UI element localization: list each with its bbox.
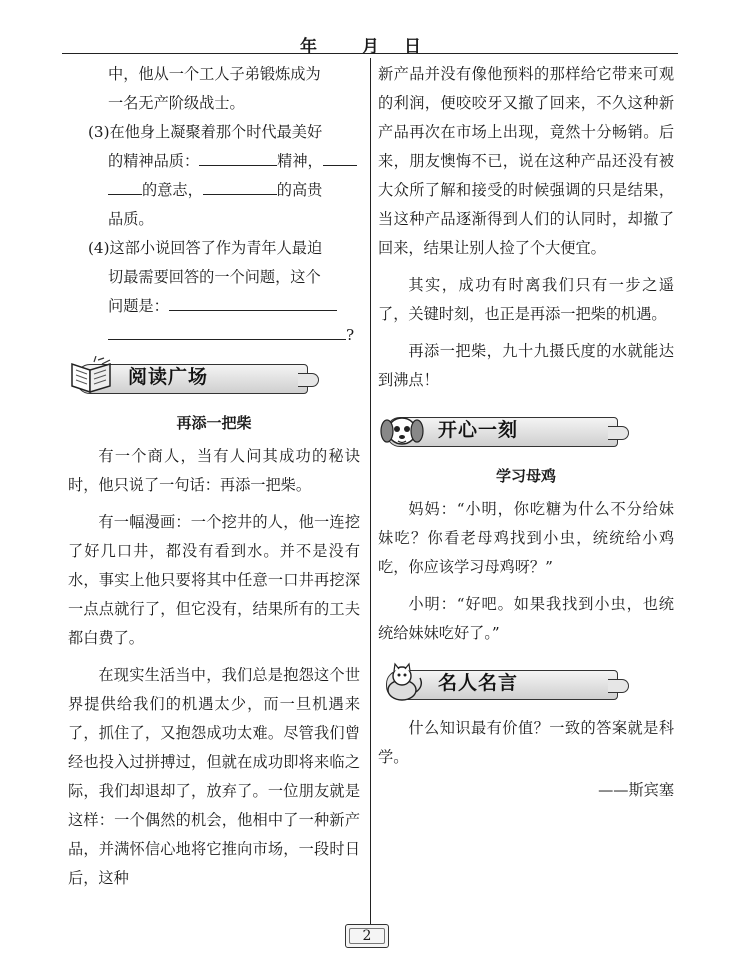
q4-end: ? <box>346 326 355 344</box>
quote-section-title: 名人名言 <box>438 672 519 694</box>
right-column <box>378 60 674 805</box>
left-column <box>68 60 360 893</box>
fun-banner <box>378 409 674 455</box>
q3-blank-3[interactable] <box>203 176 277 195</box>
header-day: 日 <box>404 37 421 57</box>
q3-text-c: 的意志， <box>142 181 203 199</box>
q3-text-b: 精神， <box>277 152 323 170</box>
article-paragraph-2: 有一幅漫画：一个挖井的人，他一连挖了好几口井，都没有看到水。并不是没有水，事实上他只要将其中任意一口井再挖深一点点就行了，但它没有，结果所有的工夫都白费了。 <box>68 513 360 647</box>
fun-section-title: 开心一刻 <box>438 419 519 441</box>
puppy-icon <box>378 409 426 451</box>
page-number: 2 <box>345 924 389 948</box>
q3-blank-2b[interactable] <box>108 176 142 195</box>
q4-line-1: (4)这部小说回答了作为青年人最迫 <box>88 239 323 257</box>
quote-author: ——斯宾塞 <box>598 781 674 799</box>
book-icon <box>68 356 116 398</box>
question-4 <box>68 234 360 350</box>
article-title: 再添一把柴 <box>176 414 252 432</box>
reading-section-title: 阅读广场 <box>128 366 209 388</box>
q4-line-4 <box>68 321 360 350</box>
q3-line-4: 品质。 <box>108 210 154 228</box>
intro-line-2: 一名无产阶级战士。 <box>108 94 245 112</box>
q4-blank-1[interactable] <box>169 292 337 311</box>
q4-blank-2[interactable] <box>108 321 346 340</box>
article-paragraph-4: 新产品并没有像他预料的那样给它带来可观的利润，便咬咬牙又撤了回来，不久这种新产品再次在市场上出现，竟然十分畅销。后来，朋友懊悔不已，说在这种产品还没有被大众所了解和接受的时候强调的只是结果，当这种产品逐渐得到人们的认同时，却撤了回来，结果让别人捡了个大便宜。 <box>378 65 674 257</box>
q3-text-a: 的精神品质： <box>108 152 200 170</box>
article-paragraph-5: 其实，成功有时离我们只有一步之遥了，关键时刻，也正是再添一把柴的机遇。 <box>378 276 674 323</box>
article-paragraph-6: 再添一把柴，九十九摄氏度的水就能达到沸点！ <box>378 342 674 389</box>
q3-blank-2a[interactable] <box>323 147 357 166</box>
quote-text: 什么知识最有价值？一致的答案就是科学。 <box>378 719 674 766</box>
q4-text: 问题是： <box>108 297 169 315</box>
header-month: 月 <box>362 37 379 57</box>
q3-blank-1[interactable] <box>199 147 277 166</box>
reading-banner <box>68 356 360 402</box>
question-3 <box>68 118 360 234</box>
q3-line-1: (3)在他身上凝聚着那个时代最美好 <box>88 123 323 141</box>
q3-line-3 <box>68 176 360 205</box>
quote-banner <box>378 662 674 708</box>
intro-line-1: 中，他从一个工人子弟锻炼成为 <box>108 65 321 83</box>
q4-line-3 <box>68 292 360 321</box>
cat-icon <box>378 662 426 704</box>
article-paragraph-3: 在现实生活当中，我们总是抱怨这个世界提供给我们的机遇太少，而一旦机遇来了，抓住了，又抱怨成功太难。尽管我们曾经也投入过拼搏过，但就在成功即将来临之际，我们却退却了，放弃了。一位朋友就是这样：一个偶然的机会，他相中了一种新产品，并满怀信心地将它推向市场，一段时日后，这种 <box>68 666 360 887</box>
q4-line-2: 切最需要回答的一个问题，这个 <box>108 268 321 286</box>
q3-line-2 <box>68 147 360 176</box>
joke-line-1: 妈妈：“小明，你吃糖为什么不分给妹妹吃？你看老母鸡找到小虫，统统给小鸡吃，你应该学习母鸡呀？” <box>378 500 674 576</box>
header-year: 年 <box>300 37 317 57</box>
joke-title: 学习母鸡 <box>495 467 556 485</box>
joke-line-2: 小明：“好吧。如果我找到小虫，也统统给妹妹吃好了。” <box>378 595 674 642</box>
q3-text-d: 的高贵 <box>276 181 323 199</box>
article-paragraph-1: 有一个商人，当有人问其成功的秘诀时，他只说了一句话：再添一把柴。 <box>68 447 360 494</box>
column-divider <box>370 58 371 926</box>
header-rule <box>62 53 678 54</box>
